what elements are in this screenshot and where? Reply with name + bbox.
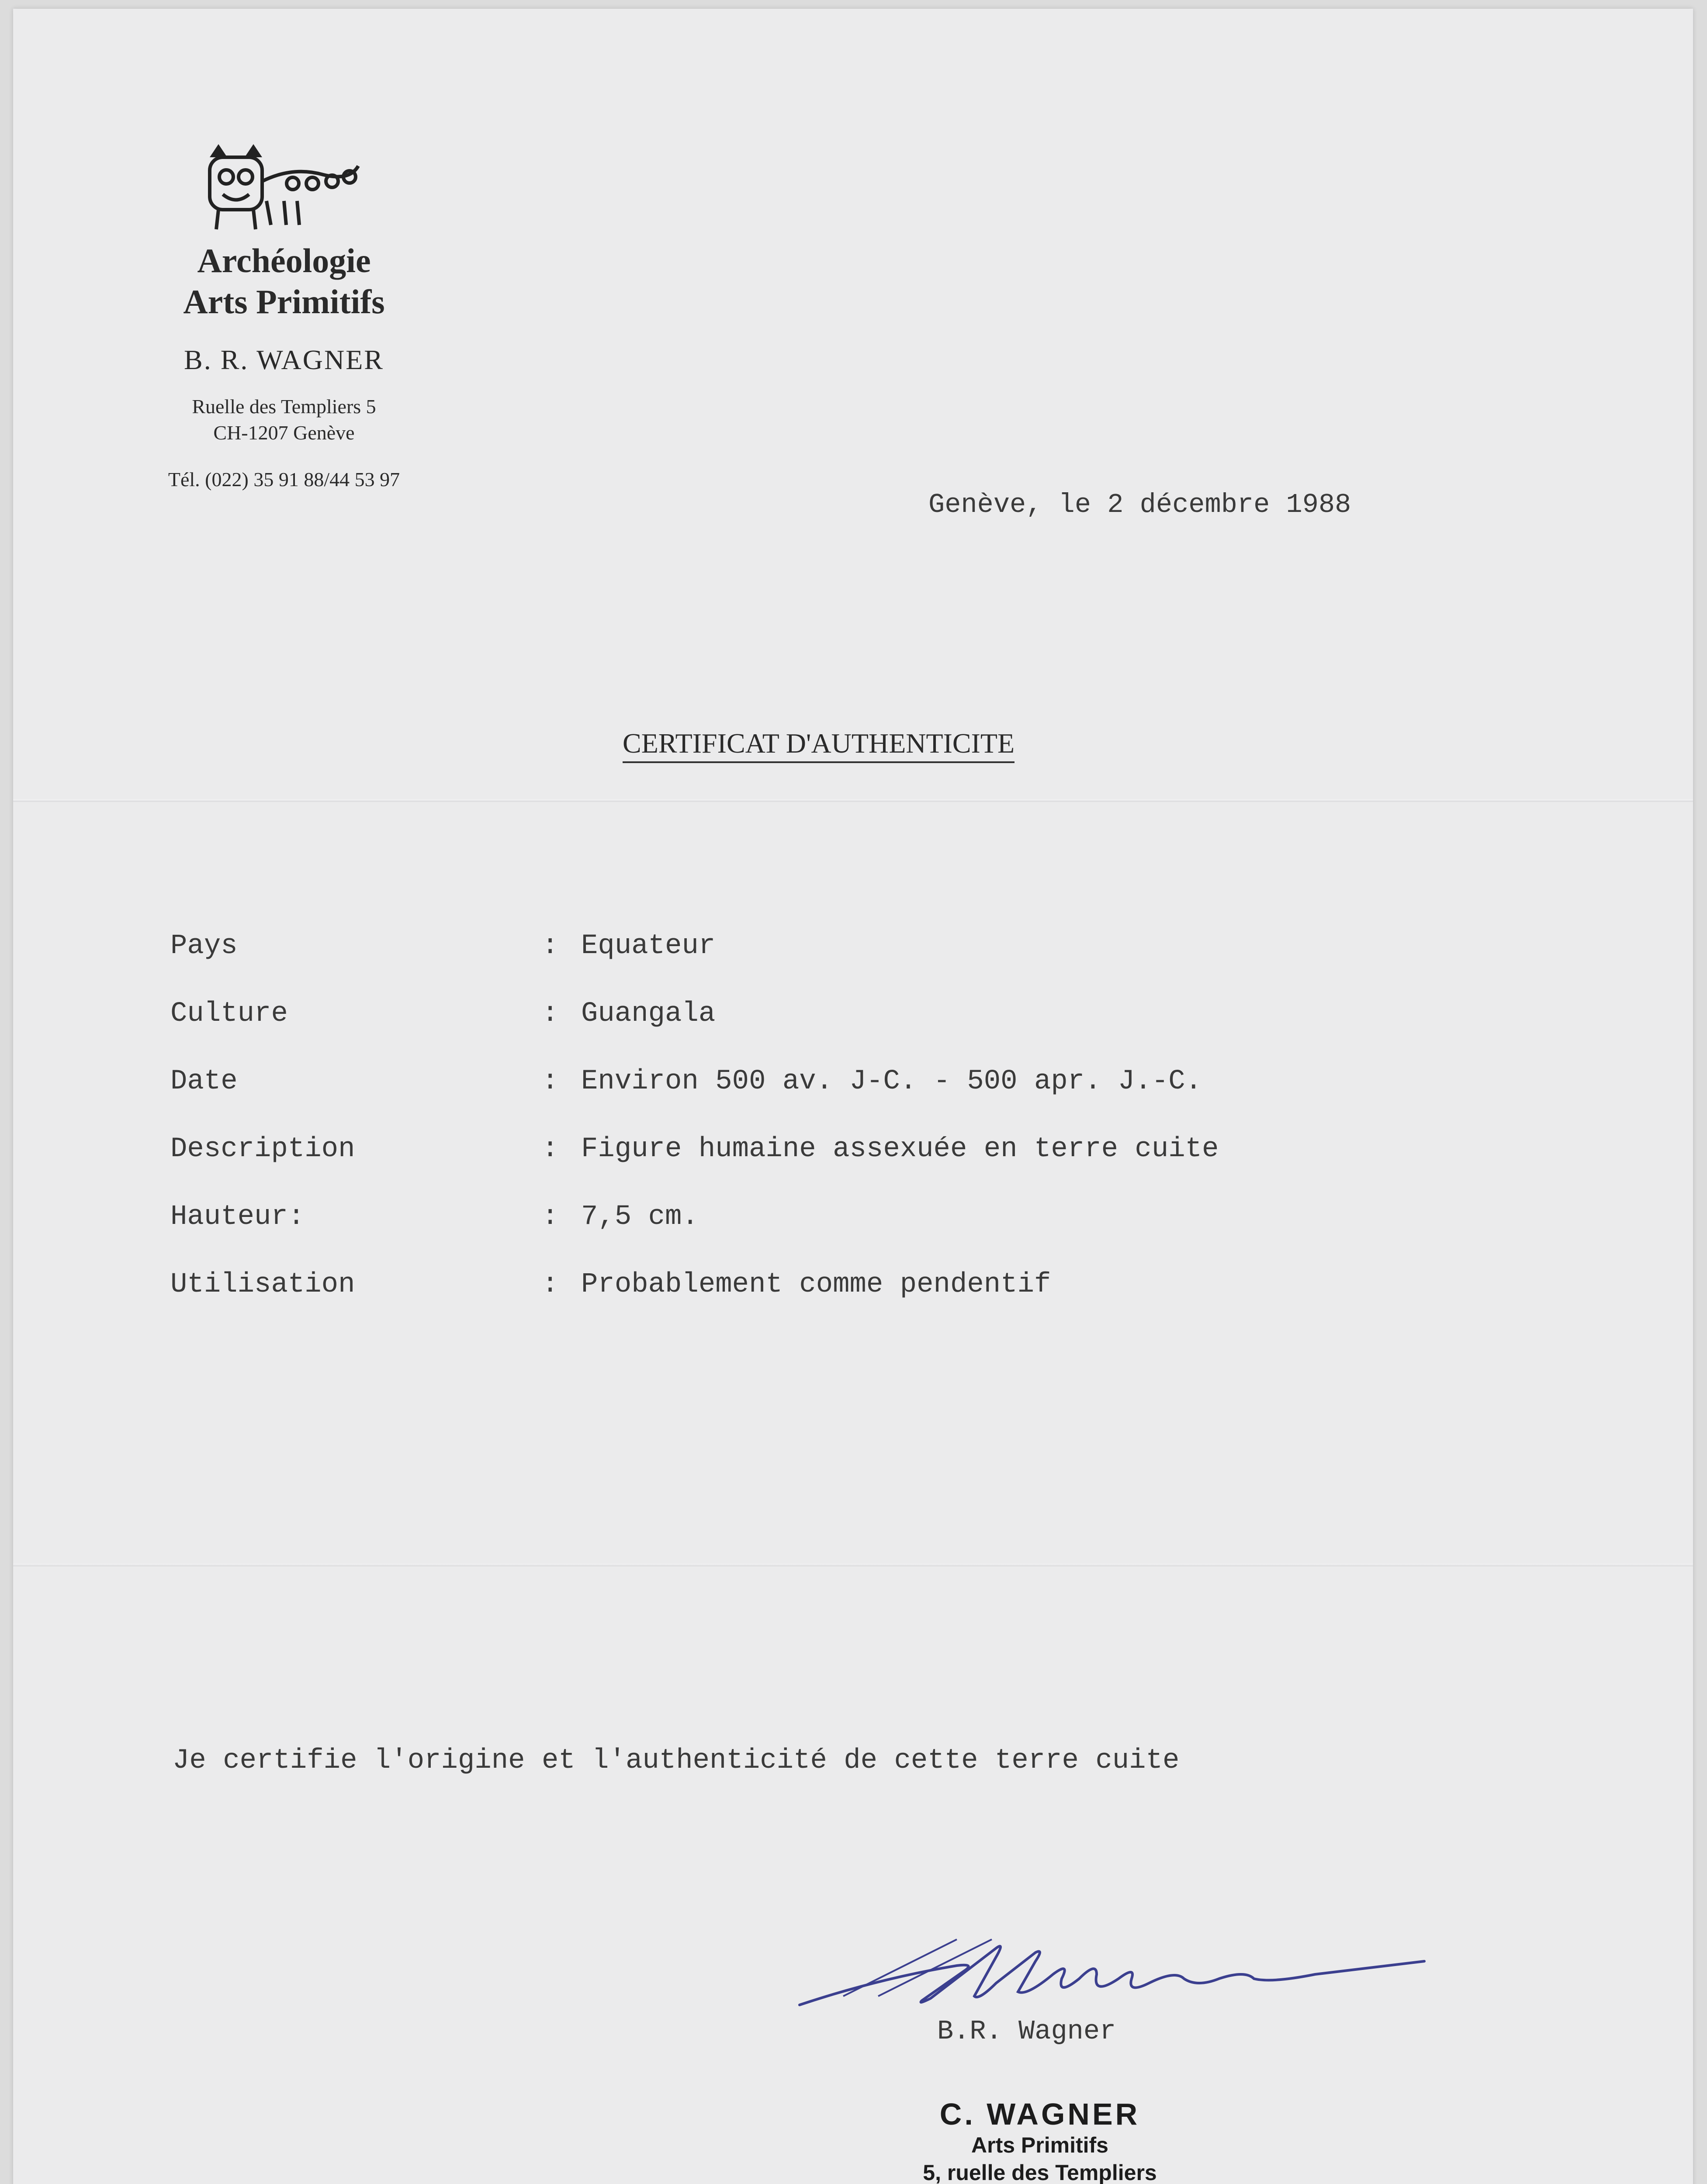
stamp-line-1: Arts Primitifs	[971, 2133, 1108, 2157]
field-separator: :	[542, 1066, 559, 1097]
field-row	[170, 998, 1481, 1037]
field-value: Figure humaine assexuée en terre cuite	[581, 1133, 1219, 1165]
brand-line-2: Arts Primitifs	[183, 282, 385, 321]
field-value: Probablement comme pendentif	[581, 1269, 1051, 1300]
field-row	[170, 1066, 1481, 1105]
address-line-1: Ruelle des Templiers 5	[192, 395, 376, 418]
field-label: Hauteur:	[170, 1201, 305, 1233]
handwritten-signature	[791, 1913, 1429, 2018]
field-separator: :	[542, 1269, 559, 1300]
stamp-name: C. WAGNER	[939, 2097, 1140, 2131]
dealer-name: B. R. WAGNER	[184, 344, 384, 376]
certificate-page	[13, 9, 1693, 2184]
field-row	[170, 1269, 1481, 1308]
field-row	[170, 1133, 1481, 1173]
page-title: CERTIFICAT D'AUTHENTICITE	[623, 727, 1015, 763]
field-label: Pays	[170, 930, 238, 962]
field-separator: :	[542, 930, 559, 962]
field-separator: :	[542, 998, 559, 1030]
stamp-line-2: 5, ruelle des Templiers	[923, 2160, 1157, 2184]
field-value: Environ 500 av. J-C. - 500 apr. J.-C.	[581, 1066, 1202, 1097]
address-line-2: CH-1207 Genève	[213, 421, 355, 444]
field-row	[170, 930, 1481, 970]
phone-line: Tél. (022) 35 91 88/44 53 97	[168, 468, 400, 491]
letterhead	[131, 140, 437, 491]
field-separator: :	[542, 1133, 559, 1165]
field-value: Guangala	[581, 998, 716, 1030]
field-label: Utilisation	[170, 1269, 355, 1300]
field-label: Culture	[170, 998, 288, 1030]
dealer-stamp	[865, 2097, 1215, 2184]
field-label: Description	[170, 1133, 355, 1165]
field-value: Equateur	[581, 930, 716, 962]
field-label: Date	[170, 1066, 238, 1097]
jaguar-logo-icon	[192, 140, 376, 236]
date-line: Genève, le 2 décembre 1988	[928, 489, 1351, 520]
paper-fold	[13, 799, 1693, 802]
paper-fold	[13, 1564, 1693, 1566]
field-row	[170, 1201, 1481, 1241]
signer-name: B.R. Wagner	[937, 2016, 1116, 2047]
field-value: 7,5 cm.	[581, 1201, 699, 1233]
certification-statement: Je certifie l'origine et l'authenticité de cette terre cuite	[173, 1745, 1180, 1776]
brand-line-1: Archéologie	[197, 242, 371, 280]
field-separator: :	[542, 1201, 559, 1233]
